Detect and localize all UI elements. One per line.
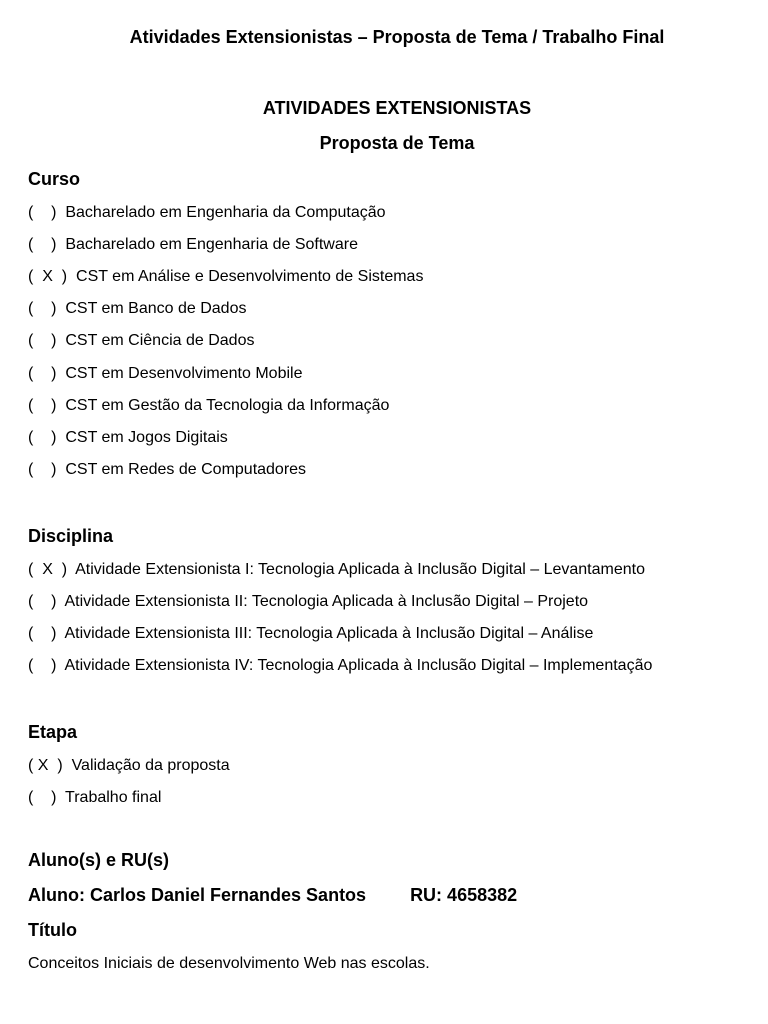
page-header-title: Atividades Extensionistas – Proposta de Tema / Trabalho Final — [129, 27, 665, 47]
curso-option — [28, 429, 228, 447]
disciplina-label: Disciplina — [28, 526, 114, 546]
option-checkbox: ( X ) — [28, 561, 72, 578]
option-label: Trabalho final — [65, 789, 162, 806]
etapa-option — [28, 789, 161, 807]
option-label: CST em Redes de Computadores — [65, 461, 307, 478]
disciplina-option — [28, 657, 652, 675]
option-checkbox: ( ) — [28, 236, 61, 253]
student-name: Aluno: Carlos Daniel Fernandes Santos — [28, 885, 367, 905]
option-checkbox: ( ) — [28, 461, 61, 478]
option-checkbox: ( ) — [28, 789, 61, 806]
option-checkbox: ( ) — [28, 625, 61, 642]
option-label: CST em Banco de Dados — [65, 300, 247, 317]
titulo-label: Título — [28, 920, 77, 940]
option-label: Atividade Extensionista III: Tecnologia Aplicada à Inclusão Digital – Análise — [64, 625, 594, 642]
curso-option — [28, 365, 302, 383]
curso-option — [28, 397, 389, 415]
option-label: CST em Ciência de Dados — [65, 332, 255, 349]
etapa-option — [28, 757, 230, 775]
curso-option — [28, 268, 423, 286]
option-checkbox: ( ) — [28, 593, 61, 610]
student-ru: RU: 4658382 — [410, 885, 518, 905]
etapa-label: Etapa — [28, 722, 78, 742]
titulo-text: Conceitos Iniciais de desenvolvimento Web nas escolas. — [28, 955, 430, 972]
option-label: CST em Análise e Desenvolvimento de Sistemas — [76, 268, 424, 285]
option-checkbox: ( ) — [28, 657, 61, 674]
option-checkbox: ( ) — [28, 332, 61, 349]
option-label: Atividade Extensionista II: Tecnologia Aplicada à Inclusão Digital – Projeto — [64, 593, 589, 610]
option-label: Atividade Extensionista IV: Tecnologia Aplicada à Inclusão Digital – Implementação — [64, 657, 653, 674]
form-subheading: Proposta de Tema — [319, 133, 475, 153]
option-checkbox: ( ) — [28, 204, 61, 221]
curso-option — [28, 236, 358, 254]
option-label: Validação da proposta — [71, 757, 230, 774]
option-checkbox: ( X ) — [28, 268, 72, 285]
curso-label: Curso — [28, 169, 81, 189]
curso-option — [28, 461, 306, 479]
aluno-label: Aluno(s) e RU(s) — [28, 850, 169, 870]
student-line — [28, 885, 517, 906]
curso-option — [28, 204, 386, 222]
form-heading: ATIVIDADES EXTENSIONISTAS — [262, 98, 532, 118]
option-label: CST em Gestão da Tecnologia da Informação — [65, 397, 390, 414]
option-label: Atividade Extensionista I: Tecnologia Aplicada à Inclusão Digital – Levantamento — [75, 561, 645, 578]
option-checkbox: ( X ) — [28, 757, 68, 774]
option-label: Bacharelado em Engenharia de Software — [65, 236, 358, 253]
disciplina-option — [28, 561, 645, 579]
curso-option — [28, 332, 254, 350]
disciplina-option — [28, 625, 593, 643]
option-label: CST em Desenvolvimento Mobile — [65, 365, 303, 382]
option-label: CST em Jogos Digitais — [65, 429, 228, 446]
option-label: Bacharelado em Engenharia da Computação — [65, 204, 386, 221]
option-checkbox: ( ) — [28, 429, 61, 446]
option-checkbox: ( ) — [28, 397, 61, 414]
disciplina-option — [28, 593, 588, 611]
option-checkbox: ( ) — [28, 365, 61, 382]
option-checkbox: ( ) — [28, 300, 61, 317]
curso-option — [28, 300, 246, 318]
